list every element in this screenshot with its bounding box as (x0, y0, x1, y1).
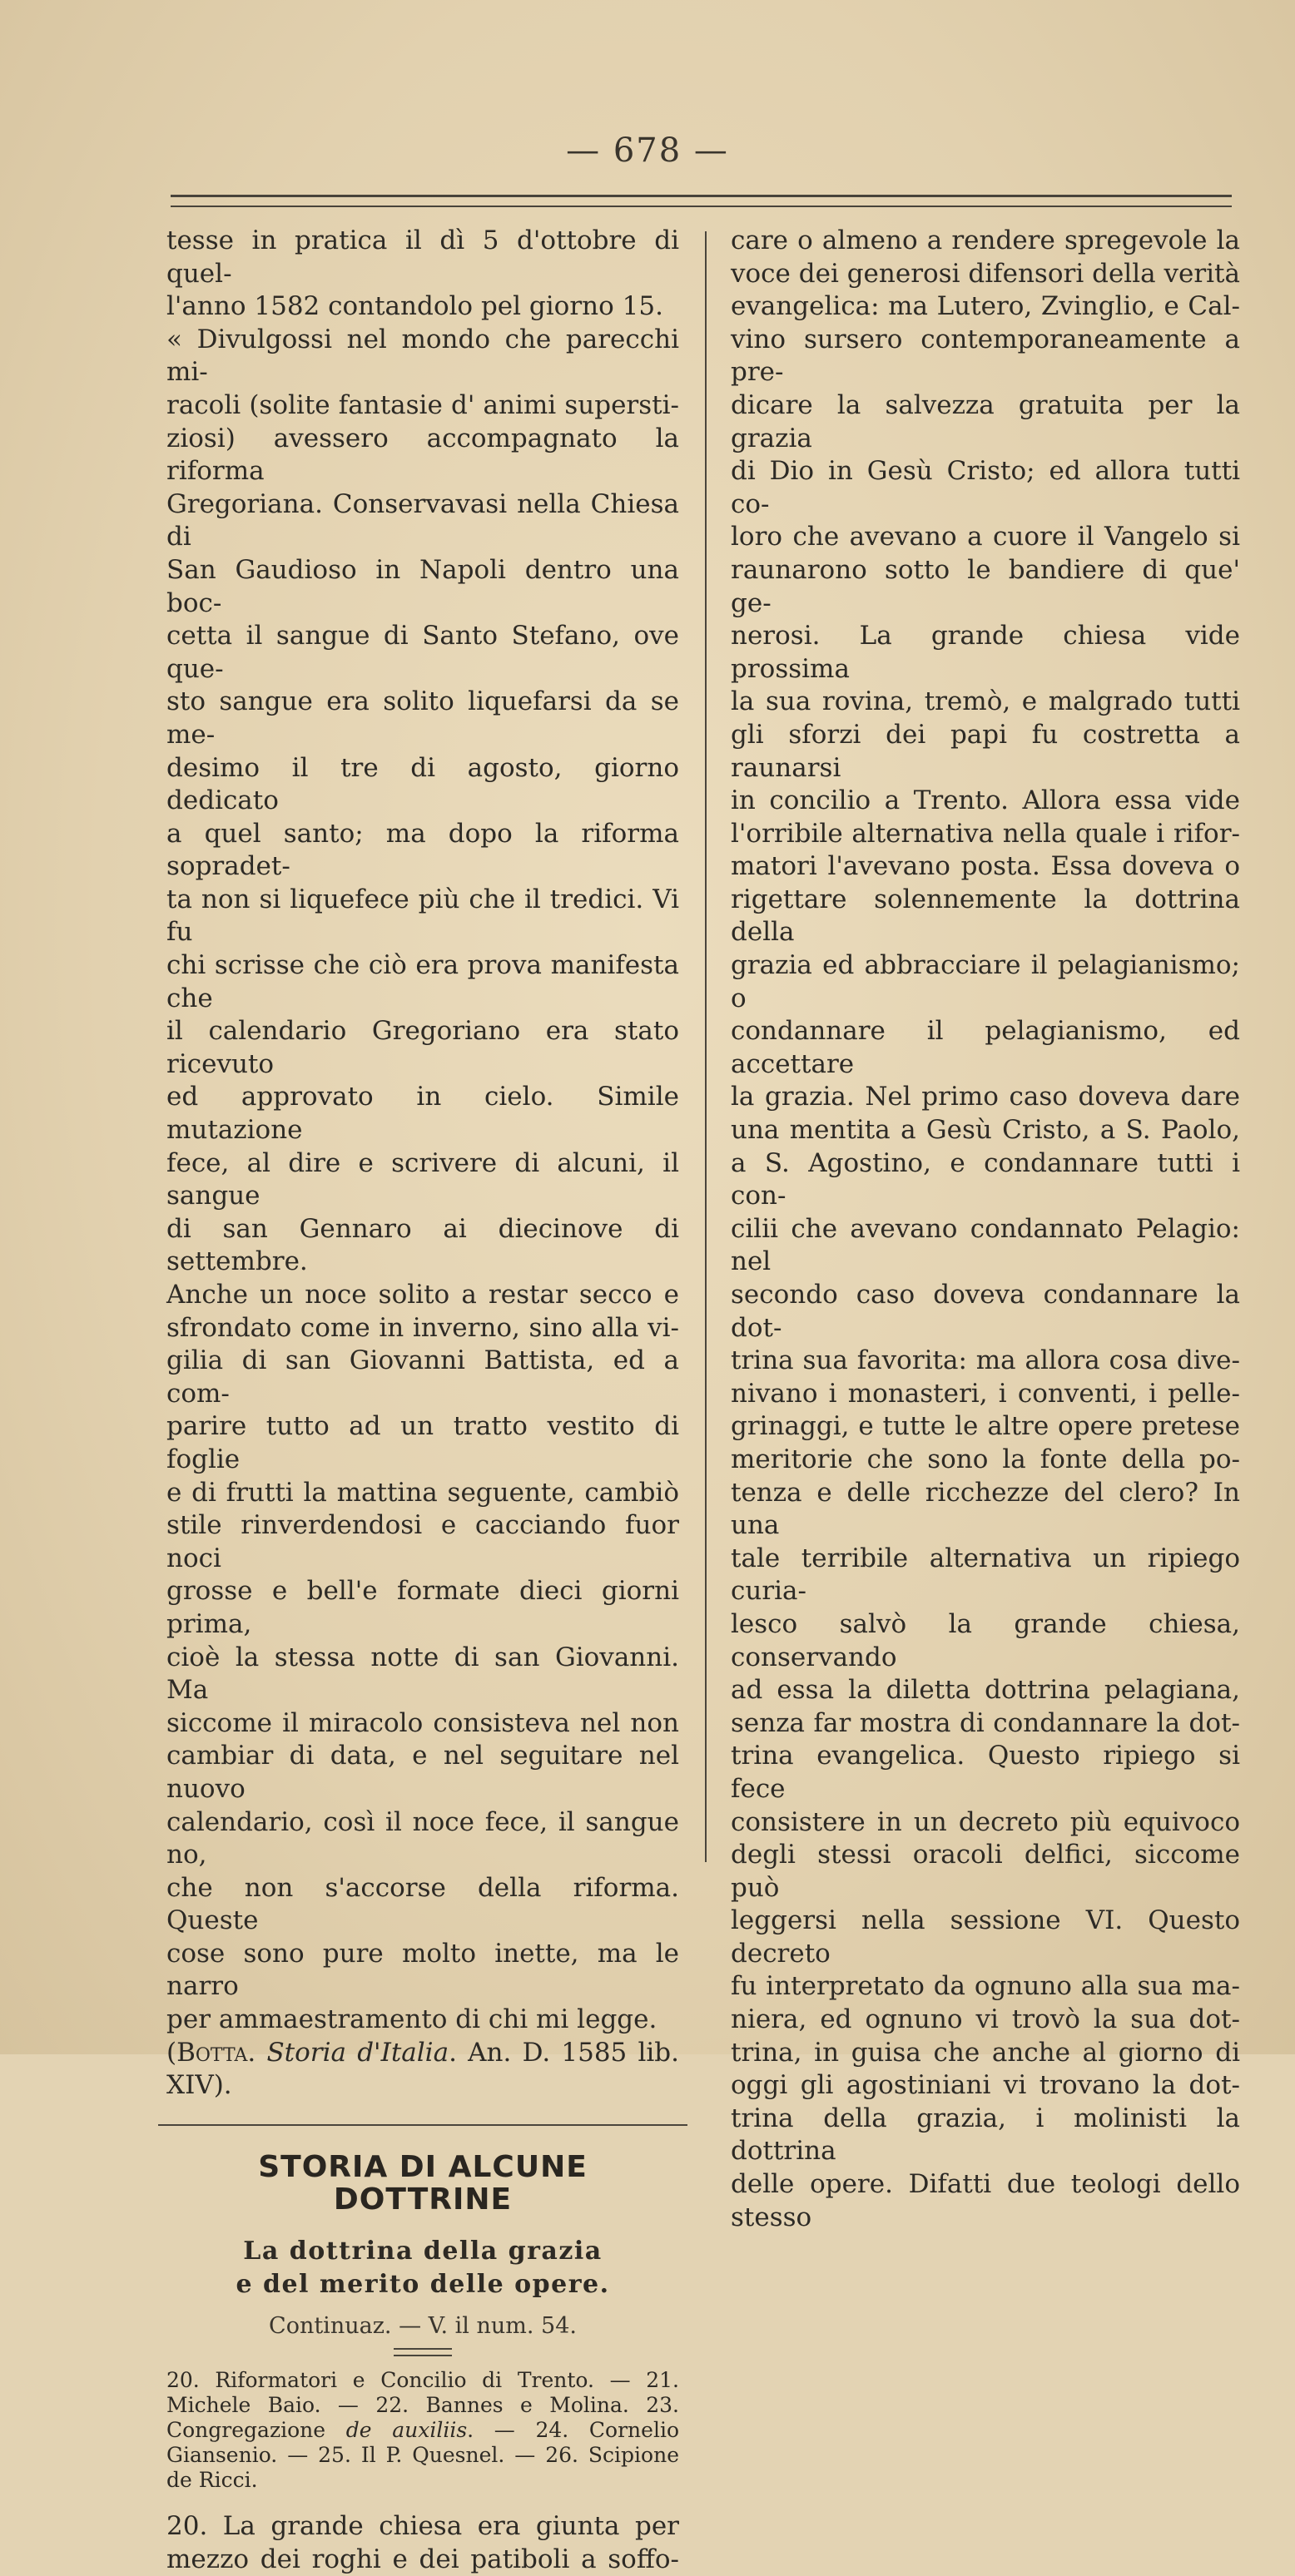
citation-end: XIV). (166, 2070, 232, 2101)
text-line: condannare il pelagianismo, ed accettare (731, 1016, 1240, 1079)
text-line: 20. La grande chiesa era giunta per (166, 2510, 679, 2541)
text-line: degli stessi oracoli delfici, siccome può (731, 1840, 1240, 1903)
text-line: cilii che avevano condannato Pelagio: nel (731, 1213, 1240, 1277)
text-line: sfrondato come in inverno, sino alla vi- (166, 1312, 679, 1343)
text-line: di san Gennaro ai diecinove di settembre. (166, 1213, 679, 1277)
text-line: trina della grazia, i molinisti la dottrina (731, 2103, 1240, 2167)
text-line: San Gaudioso in Napoli dentro una boc- (166, 554, 679, 618)
text-line: ziosi) avessero accompagnato la riforma (166, 423, 679, 487)
citation (166, 2037, 679, 2070)
citation-sep: . (247, 2037, 267, 2068)
section-divider (158, 2124, 687, 2126)
summary-italic: de auxiliis (345, 2417, 468, 2442)
chapter-summary (166, 2368, 679, 2493)
text-line: gilia di san Giovanni Battista, ed a com- (166, 1345, 679, 1409)
text-line: rigettare solennemente la dottrina della (731, 884, 1240, 948)
text-line: trina sua favorita: ma allora cosa dive- (731, 1345, 1240, 1376)
text-line: vino sursero contemporaneamente a pre- (731, 324, 1240, 388)
text-line: consistere in un decreto più equivoco (731, 1806, 1240, 1837)
text-line: sto sangue era solito liquefarsi da se me- (166, 686, 679, 750)
text-line: senza far mostra di condannare la dot- (731, 1707, 1240, 1738)
text-line: stile rinverdendosi e cacciando fuor noci (166, 1510, 679, 1573)
short-divider (394, 2348, 452, 2356)
text-line: la sua rovina, tremò, e malgrado tutti (731, 686, 1240, 717)
summary-part-1: 20. Riformatori e Concilio di Trento. — 21. Michele Baio. — 22. Bannes e Molina. 23. Congregazione (166, 2367, 679, 2442)
text-line: care o almeno a rendere spregevole la (731, 225, 1240, 255)
text-line: e di frutti la mattina seguente, cambiò (166, 1477, 679, 1508)
text-line: desimo il tre di agosto, giorno dedicato (166, 752, 679, 816)
text-line: grazia ed abbracciare il pelagianismo; o (731, 950, 1240, 1013)
text-line: trina evangelica. Questo ripiego si fece (731, 1741, 1240, 1804)
text-line: siccome il miracolo consisteva nel non (166, 1707, 679, 1738)
text-line: ad essa la diletta dottrina pelagiana, (731, 1675, 1240, 1706)
text-line: delle opere. Difatti due teologi dello stesso (731, 2169, 1240, 2232)
citation-title: Storia d'Italia (266, 2037, 449, 2068)
text-line: una mentita a Gesù Cristo, a S. Paolo, (731, 1115, 1240, 1146)
text-line: meritorie che sono la fonte della po- (731, 1444, 1240, 1474)
text-line: dicare la salvezza gratuita per la grazia (731, 389, 1240, 453)
continuation-note: Continuaz. — V. il num. 54. (269, 2313, 577, 2340)
text-line: Gregoriana. Conservavasi nella Chiesa di (166, 488, 679, 552)
left-column (166, 225, 679, 2576)
text-line: « Divulgossi nel mondo che parecchi mi- (166, 324, 679, 388)
header-rule (171, 195, 1232, 207)
text-line: l'anno 1582 contandolo pel giorno 15. (166, 291, 663, 322)
citation-author: Botta (176, 2037, 248, 2068)
citation-prefix: ( (166, 2037, 177, 2068)
text-line: evangelica: ma Lutero, Zvinglio, e Cal- (731, 291, 1240, 322)
text-line: tesse in pratica il dì 5 d'ottobre di quel- (166, 225, 679, 289)
text-line: ta non si liquefece più che il tredici. Vi fu (166, 884, 679, 948)
text-line: Anche un noce solito a restar secco e (166, 1280, 679, 1310)
text-line: ed approvato in cielo. Simile mutazione (166, 1082, 679, 1146)
text-line: voce dei generosi difensori della verità (731, 258, 1240, 289)
text-line: chi scrisse che ciò era prova manifesta che (166, 950, 679, 1013)
text-line: il calendario Gregoriano era stato ricevuto (166, 1016, 679, 1079)
text-line: niera, ed ognuno vi trovò la sua dot- (731, 2004, 1240, 2035)
summary-part-2: . — 24. Cornelio Giansenio. — 25. Il P. Quesnel. — 26. Scipione de Ricci. (166, 2417, 679, 2492)
text-line: trina, in guisa che anche al giorno di (731, 2037, 1240, 2068)
subtitle-line-1: La dottrina della grazia (243, 2237, 603, 2266)
text-line: tenza e delle ricchezze del clero? In una (731, 1477, 1240, 1541)
text-line: grinaggi, e tutte le altre opere pretese (731, 1411, 1240, 1442)
text-line: secondo caso doveva condannare la dot- (731, 1280, 1240, 1343)
opening-text (166, 225, 679, 324)
subtitle-line-2: e del merito delle opere. (236, 2270, 610, 2300)
text-line: gli sforzi dei papi fu costretta a raunarsi (731, 719, 1240, 783)
text-line: a quel santo; ma dopo la riforma sopradet- (166, 818, 679, 882)
chapter-opening (166, 2509, 679, 2576)
text-line: fu interpretato da ognuno alla sua ma- (731, 1971, 1240, 2002)
text-line: parire tutto ad un tratto vestito di foglie (166, 1411, 679, 1474)
text-line: di Dio in Gesù Cristo; ed allora tutti co- (731, 456, 1240, 519)
column-divider (705, 231, 707, 1862)
text-line: la grazia. Nel primo caso doveva dare (731, 1082, 1240, 1112)
text-line: cose sono pure molto inette, ma le narro (166, 1938, 679, 2002)
text-line: nivano i monasteri, i conventi, i pelle- (731, 1378, 1240, 1409)
text-line: matori l'avevano posta. Essa doveva o (731, 851, 1240, 882)
text-line: cambiar di data, e nel seguitare nel nuovo (166, 1741, 679, 1804)
text-line: in concilio a Trento. Allora essa vide (731, 785, 1240, 816)
text-line: per ammaestramento di chi mi legge. (166, 2004, 657, 2035)
text-line: fece, al dire e scrivere di alcuni, il sangue (166, 1147, 679, 1211)
right-column (731, 225, 1240, 2234)
text-line: a S. Agostino, e condannare tutti i con- (731, 1147, 1240, 1211)
text-line: lesco salvò la grande chiesa, conservando (731, 1608, 1240, 1672)
text-line: grosse e bell'e formate dieci giorni prima, (166, 1576, 679, 1639)
text-line: cetta il sangue di Santo Stefano, ove que- (166, 621, 679, 684)
text-line: nerosi. La grande chiesa vide prossima (731, 621, 1240, 684)
text-line: che non s'accorse della riforma. Queste (166, 1872, 679, 1936)
text-line: mezzo dei roghi e dei patiboli a soffo- (166, 2544, 679, 2574)
text-line: cioè la stessa notte di san Giovanni. Ma (166, 1642, 679, 1706)
text-line: leggersi nella sessione VI. Questo decreto (731, 1905, 1240, 1969)
text-line: raunarono sotto le bandiere di que' ge- (731, 554, 1240, 618)
citation-rest: . An. D. 1585 lib. (449, 2037, 679, 2068)
text-line: tale terribile alternativa un ripiego curia- (731, 1543, 1240, 1607)
quoted-passage (166, 324, 679, 2037)
text-line: l'orribile alternativa nella quale i rifor- (731, 818, 1240, 849)
page-number: — 678 — (566, 131, 729, 170)
text-line: calendario, così il noce fece, il sangue no, (166, 1806, 679, 1870)
text-line: oggi gli agostiniani vi trovano la dot- (731, 2070, 1240, 2101)
text-line: racoli (solite fantasie d' animi supersti- (166, 389, 679, 420)
text-line: loro che avevano a cuore il Vangelo si (731, 522, 1240, 552)
section-title: STORIA DI ALCUNE DOTTRINE (258, 2149, 588, 2217)
